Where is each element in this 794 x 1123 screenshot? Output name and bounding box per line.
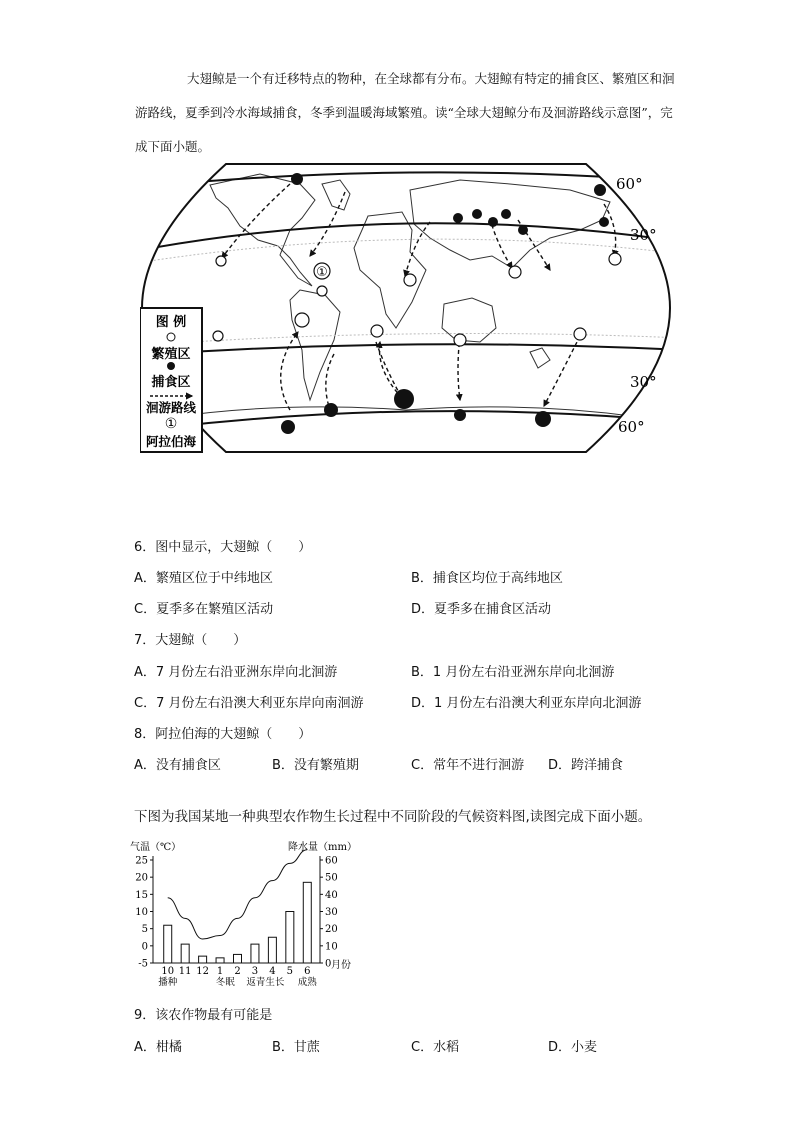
right-tick-label: 20 bbox=[325, 924, 338, 936]
legend-breeding: 繁殖区 bbox=[151, 347, 191, 362]
legend-title: 图 例 bbox=[155, 315, 187, 330]
stage-label: 返青生长 bbox=[246, 977, 285, 986]
question-6: 6．图中显示，大翅鲸（ ） bbox=[134, 540, 312, 555]
precipitation-bar bbox=[251, 944, 259, 963]
question-7: 7．大翅鲸（ ） bbox=[134, 633, 247, 648]
question-9: 9．该农作物最有可能是 bbox=[134, 1008, 273, 1023]
x-tick-label: 3 bbox=[251, 966, 259, 977]
q8-option-b[interactable]: B．没有繁殖期 bbox=[272, 758, 359, 773]
precipitation-bar bbox=[234, 954, 242, 963]
left-tick-label: 5 bbox=[141, 924, 148, 936]
left-tick-label: 25 bbox=[135, 855, 148, 867]
whale-migration-map bbox=[140, 160, 672, 456]
legend-arabian: 阿拉伯海 bbox=[145, 434, 197, 449]
q7-option-a[interactable]: A．7 月份左右沿亚洲东岸向北洄游 bbox=[134, 665, 338, 680]
precipitation-bar bbox=[303, 882, 311, 963]
q9-option-d[interactable]: D．小麦 bbox=[548, 1040, 598, 1055]
q6-option-b[interactable]: B．捕食区均位于高纬地区 bbox=[411, 571, 563, 586]
q8-option-c[interactable]: C．常年不进行洄游 bbox=[411, 758, 525, 773]
x-tick-label: 4 bbox=[269, 966, 276, 977]
x-tick-label: 5 bbox=[286, 966, 294, 977]
lat-30n-label: 30° bbox=[630, 226, 657, 244]
legend-feeding: 捕食区 bbox=[151, 375, 191, 390]
chart-ylabel-right: 降水量（mm） bbox=[288, 842, 357, 853]
x-tick-label: 2 bbox=[234, 966, 241, 977]
map-legend bbox=[140, 308, 202, 452]
chart-intro: 下图为我国某地一种典型农作物生长过程中不同阶段的气候资料图,读图完成下面小题。 bbox=[134, 809, 652, 825]
q7-option-d[interactable]: D．1 月份左右沿澳大利亚东岸向北洄游 bbox=[411, 696, 642, 711]
right-tick-label: 10 bbox=[325, 941, 338, 953]
x-tick-label: 10 bbox=[161, 966, 175, 977]
x-tick-label: 11 bbox=[178, 966, 192, 977]
left-tick-label: 0 bbox=[141, 941, 148, 953]
left-tick-label: -5 bbox=[138, 958, 148, 970]
chart-ylabel-left: 气温（℃） bbox=[130, 842, 182, 853]
q9-option-a[interactable]: A．柑橘 bbox=[134, 1040, 182, 1055]
lat-60s-label: 60° bbox=[618, 418, 645, 436]
stage-label: 冬眠 bbox=[215, 977, 235, 986]
stage-label: 成熟 bbox=[297, 977, 317, 986]
right-tick-label: 30 bbox=[325, 907, 338, 918]
right-tick-label: 50 bbox=[325, 872, 338, 884]
question-8: 8．阿拉伯海的大翅鲸（ ） bbox=[134, 727, 312, 742]
intro-text: 大翅鲸是一个有迁移特点的物种，在全球都有分布。大翅鲸有特定的捕食区、繁殖区和洄游路线，夏季到冷水海域捕食，冬季到温暖海域繁殖。读“全球大翅鲸分布及洄游路线示意图”，完成下面小题。 bbox=[135, 71, 675, 154]
precipitation-bar bbox=[216, 958, 224, 963]
precipitation-bar bbox=[181, 944, 189, 963]
legend-marker: ① bbox=[164, 416, 178, 432]
stage-label: 播种 bbox=[158, 977, 178, 986]
intro-paragraph bbox=[135, 62, 675, 164]
left-tick-label: 10 bbox=[135, 907, 148, 918]
precipitation-bar bbox=[268, 937, 276, 963]
marker-1: ① bbox=[316, 265, 328, 280]
precipitation-bar bbox=[286, 912, 294, 964]
precipitation-bar bbox=[164, 925, 172, 963]
precipitation-bar bbox=[199, 956, 207, 963]
legend-route: 洄游路线 bbox=[145, 400, 197, 415]
q7-option-c[interactable]: C．7 月份左右沿澳大利亚东岸向南洄游 bbox=[134, 696, 364, 711]
right-tick-label: 0 bbox=[325, 958, 332, 970]
q7-option-b[interactable]: B．1 月份左右沿亚洲东岸向北洄游 bbox=[411, 665, 615, 680]
q6-option-c[interactable]: C．夏季多在繁殖区活动 bbox=[134, 602, 274, 617]
left-tick-label: 15 bbox=[135, 889, 148, 901]
x-tick-label: 12 bbox=[196, 966, 209, 977]
lat-60n-label: 60° bbox=[616, 175, 643, 193]
right-tick-label: 60 bbox=[325, 855, 338, 867]
x-tick-label: 1 bbox=[216, 966, 224, 977]
lat-30s-label: 30° bbox=[630, 373, 657, 391]
q6-option-d[interactable]: D．夏季多在捕食区活动 bbox=[411, 602, 552, 617]
chart-xlabel: 月份 bbox=[331, 960, 351, 971]
climate-chart bbox=[128, 836, 390, 986]
q8-option-d[interactable]: D．跨洋捕食 bbox=[548, 758, 624, 773]
x-tick-label: 6 bbox=[304, 966, 311, 977]
q8-option-a[interactable]: A．没有捕食区 bbox=[134, 758, 221, 773]
q9-option-c[interactable]: C．水稻 bbox=[411, 1040, 460, 1055]
right-tick-label: 40 bbox=[325, 889, 338, 901]
q6-option-a[interactable]: A．繁殖区位于中纬地区 bbox=[134, 571, 273, 586]
left-tick-label: 20 bbox=[135, 872, 148, 884]
q9-option-b[interactable]: B．甘蔗 bbox=[272, 1040, 320, 1055]
